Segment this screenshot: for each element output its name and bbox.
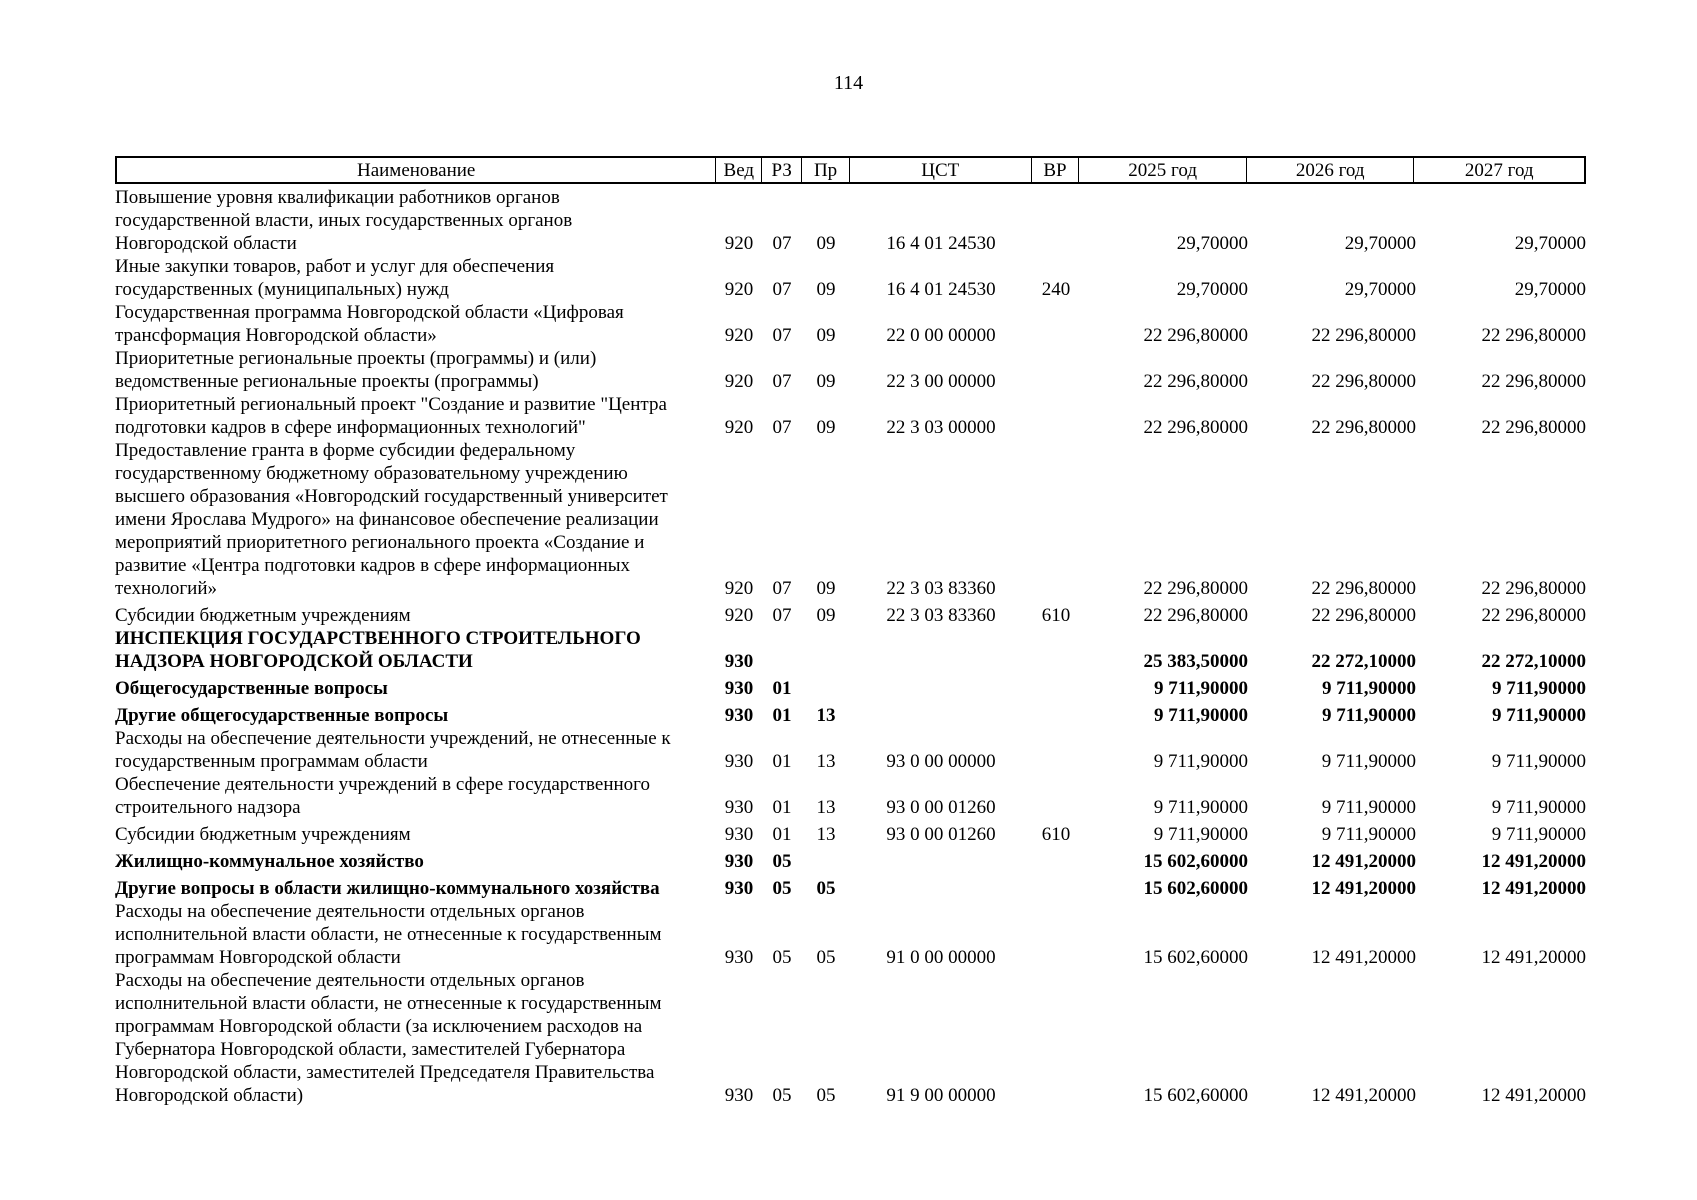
row-ved: 920 [724, 578, 754, 599]
row-year-2025: 15 602,60000 [1143, 1085, 1248, 1106]
row-name [115, 900, 716, 969]
row-year-2027: 9 711,90000 [1492, 678, 1586, 699]
row-year-2025: 9 711,90000 [1154, 678, 1248, 699]
table-row [115, 773, 1586, 819]
row-year-2027: 22 296,80000 [1481, 417, 1586, 438]
table-row [115, 877, 1586, 900]
header-rz: РЗ [762, 158, 802, 182]
row-year-2025: 22 296,80000 [1143, 325, 1248, 346]
row-name [115, 627, 716, 673]
row-name-line: мероприятий приоритетного регионального проекта «Создание и [115, 532, 645, 553]
row-vr: 610 [1041, 824, 1071, 845]
row-pr: 09 [816, 578, 836, 599]
row-year-2025: 9 711,90000 [1154, 705, 1248, 726]
row-year-2026: 22 296,80000 [1311, 417, 1416, 438]
table-row [115, 677, 1586, 700]
row-name-line: имени Ярослава Мудрого» на финансовое обеспечение реализации [115, 509, 659, 530]
row-rz: 05 [772, 851, 792, 872]
row-cst: 22 0 00 00000 [886, 325, 996, 346]
row-year-2025: 15 602,60000 [1143, 851, 1248, 872]
row-year-2027: 9 711,90000 [1491, 824, 1586, 845]
row-cst: 22 3 03 00000 [886, 417, 996, 438]
row-ved: 930 [724, 851, 754, 872]
row-rz: 07 [772, 417, 792, 438]
row-name [115, 347, 716, 393]
row-rz: 01 [772, 797, 792, 818]
header-2026: 2026 год [1247, 158, 1415, 182]
table-body [115, 186, 1586, 1107]
row-year-2026: 22 296,80000 [1311, 605, 1416, 626]
row-name-line: Другие общегосударственные вопросы [115, 705, 449, 726]
row-name [115, 850, 716, 873]
row-name [115, 877, 716, 900]
row-year-2025: 15 602,60000 [1143, 947, 1248, 968]
row-year-2027: 12 491,20000 [1481, 947, 1586, 968]
row-ved: 920 [724, 605, 754, 626]
row-year-2025: 22 296,80000 [1143, 605, 1248, 626]
table-row [115, 301, 1586, 347]
row-name-line: развитие «Центра подготовки кадров в сфере информационных [115, 555, 631, 576]
row-ved: 930 [724, 797, 754, 818]
row-name-line: Расходы на обеспечение деятельности отдельных органов [115, 970, 585, 991]
row-ved: 930 [724, 651, 754, 672]
table-row [115, 704, 1586, 727]
header-ved: Вед [716, 158, 762, 182]
row-year-2025: 22 296,80000 [1143, 371, 1248, 392]
row-rz: 07 [772, 371, 792, 392]
row-year-2025: 29,70000 [1176, 233, 1248, 254]
row-name [115, 773, 716, 819]
row-ved: 920 [724, 233, 754, 254]
row-ved: 930 [724, 878, 754, 899]
row-name [115, 677, 716, 700]
row-name-line: подготовки кадров в сфере информационных технологий" [115, 417, 586, 438]
row-ved: 930 [724, 751, 754, 772]
row-pr: 09 [816, 233, 836, 254]
row-name-line: Субсидии бюджетным учреждениям [115, 605, 411, 626]
row-name [115, 604, 716, 627]
row-year-2026: 9 711,90000 [1321, 797, 1416, 818]
row-pr: 09 [816, 371, 836, 392]
row-pr: 09 [816, 325, 836, 346]
table-row [115, 823, 1586, 846]
row-year-2025: 9 711,90000 [1153, 751, 1248, 772]
row-year-2027: 22 272,10000 [1481, 651, 1586, 672]
row-name-line: высшего образования «Новгородский государственный университет [115, 486, 668, 507]
row-cst: 93 0 00 01260 [886, 797, 996, 818]
row-name-line: ведомственные региональные проекты (программы) [115, 371, 539, 392]
row-year-2025: 25 383,50000 [1143, 651, 1248, 672]
row-ved: 930 [724, 947, 754, 968]
row-pr: 09 [816, 279, 836, 300]
row-year-2026: 12 491,20000 [1311, 878, 1416, 899]
row-cst: 91 0 00 00000 [886, 947, 996, 968]
row-ved: 930 [724, 824, 754, 845]
row-name-line: государственных (муниципальных) нужд [115, 279, 449, 300]
header-2025: 2025 год [1079, 158, 1247, 182]
row-name-line: государственным программам области [115, 751, 428, 772]
row-rz: 01 [772, 705, 792, 726]
row-name [115, 439, 716, 600]
row-name [115, 727, 716, 773]
row-year-2026: 29,70000 [1344, 279, 1416, 300]
row-name-line: Губернатора Новгородской области, заместителей Губернатора [115, 1039, 626, 1060]
row-year-2027: 22 296,80000 [1481, 325, 1586, 346]
row-rz: 07 [772, 605, 792, 626]
header-2027: 2027 год [1464, 160, 1534, 181]
row-name-line: НАДЗОРА НОВГОРОДСКОЙ ОБЛАСТИ [115, 651, 473, 672]
row-name-line: государственной власти, иных государственных органов [115, 210, 573, 231]
row-name-line: Предоставление гранта в форме субсидии федеральному [115, 440, 576, 461]
header-name: Наименование [117, 158, 716, 182]
header-cst: ЦСТ [850, 158, 1032, 182]
row-name [115, 823, 716, 846]
row-rz: 07 [772, 279, 792, 300]
row-rz: 07 [772, 578, 792, 599]
row-rz: 07 [772, 325, 792, 346]
row-name [115, 301, 716, 347]
row-year-2026: 9 711,90000 [1322, 705, 1416, 726]
row-name-line: Субсидии бюджетным учреждениям [115, 824, 411, 845]
row-year-2026: 12 491,20000 [1311, 851, 1416, 872]
row-name-line: программам Новгородской области [115, 947, 401, 968]
page-number: 114 [833, 72, 864, 94]
row-pr: 13 [816, 751, 836, 772]
row-year-2027: 9 711,90000 [1492, 705, 1586, 726]
row-name-line: Приоритетные региональные проекты (программы) и (или) [115, 348, 597, 369]
row-year-2025: 22 296,80000 [1143, 578, 1248, 599]
row-year-2026: 29,70000 [1344, 233, 1416, 254]
row-cst: 93 0 00 00000 [886, 751, 996, 772]
row-ved: 930 [724, 1085, 754, 1106]
table-row [115, 627, 1586, 673]
row-year-2026: 12 491,20000 [1311, 1085, 1416, 1106]
row-year-2027: 12 491,20000 [1481, 851, 1586, 872]
row-year-2025: 29,70000 [1176, 279, 1248, 300]
row-rz: 05 [772, 947, 792, 968]
row-vr: 240 [1041, 279, 1071, 300]
row-name-line: Иные закупки товаров, работ и услуг для обеспечения [115, 256, 555, 277]
row-year-2027: 12 491,20000 [1481, 878, 1586, 899]
row-name-line: государственному бюджетному образовательному учреждению [115, 463, 628, 484]
row-cst: 16 4 01 24530 [886, 233, 996, 254]
row-name [115, 255, 716, 301]
row-name [115, 704, 716, 727]
row-pr: 09 [816, 605, 836, 626]
row-year-2026: 22 296,80000 [1311, 578, 1416, 599]
row-ved: 920 [724, 325, 754, 346]
row-year-2027: 12 491,20000 [1481, 1085, 1586, 1106]
row-rz: 01 [772, 751, 792, 772]
row-year-2026: 22 272,10000 [1311, 651, 1416, 672]
table-row [115, 255, 1586, 301]
row-year-2027: 29,70000 [1514, 233, 1586, 254]
row-year-2027: 22 296,80000 [1481, 605, 1586, 626]
row-ved: 930 [724, 705, 754, 726]
row-year-2026: 9 711,90000 [1322, 678, 1416, 699]
table-row [115, 347, 1586, 393]
row-year-2026: 12 491,20000 [1311, 947, 1416, 968]
header-pr: Пр [802, 158, 850, 182]
row-name-line: Новгородской области, заместителей Председателя Правительства [115, 1062, 655, 1083]
row-year-2027: 29,70000 [1514, 279, 1586, 300]
table-header [115, 156, 1586, 184]
row-name-line: программам Новгородской области (за исключением расходов на [115, 1016, 643, 1037]
row-name-line: Приоритетный региональный проект "Создание и развитие "Центра [115, 394, 667, 415]
row-rz: 01 [772, 824, 792, 845]
row-rz: 07 [772, 233, 792, 254]
row-year-2025: 15 602,60000 [1143, 878, 1248, 899]
row-name-line: ИНСПЕКЦИЯ ГОСУДАРСТВЕННОГО СТРОИТЕЛЬНОГО [115, 628, 641, 649]
row-name-line: Обеспечение деятельности учреждений в сфере государственного [115, 774, 650, 795]
row-name-line: Государственная программа Новгородской области «Цифровая [115, 302, 624, 323]
table-row [115, 969, 1586, 1107]
row-ved: 920 [724, 417, 754, 438]
row-name-line: Новгородской области [115, 233, 297, 254]
row-name-line: Другие вопросы в области жилищно-коммунального хозяйства [115, 878, 660, 899]
row-name-line: Повышение уровня квалификации работников органов [115, 187, 560, 208]
row-pr: 13 [816, 797, 836, 818]
table-row [115, 439, 1586, 600]
row-rz: 05 [772, 878, 792, 899]
row-year-2025: 22 296,80000 [1143, 417, 1248, 438]
row-name-line: исполнительной власти области, не отнесенные к государственным [115, 993, 662, 1014]
table-row [115, 900, 1586, 969]
row-pr: 09 [816, 417, 836, 438]
row-name-line: Расходы на обеспечение деятельности учреждений, не отнесенные к [115, 728, 671, 749]
row-pr: 13 [816, 824, 836, 845]
row-name-line: строительного надзора [115, 797, 301, 818]
row-year-2025: 9 711,90000 [1153, 797, 1248, 818]
row-name-line: технологий» [115, 578, 218, 599]
row-cst: 22 3 03 83360 [886, 605, 996, 626]
table-row [115, 727, 1586, 773]
row-name-line: Жилищно-коммунальное хозяйство [115, 851, 424, 872]
row-year-2026: 22 296,80000 [1311, 325, 1416, 346]
row-year-2027: 22 296,80000 [1481, 371, 1586, 392]
table-row [115, 393, 1586, 439]
row-cst: 93 0 00 01260 [886, 824, 996, 845]
row-year-2026: 9 711,90000 [1321, 824, 1416, 845]
row-pr: 05 [816, 1085, 836, 1106]
row-cst: 91 9 00 00000 [886, 1085, 996, 1106]
header-vr: ВР [1032, 158, 1080, 182]
row-cst: 22 3 03 83360 [886, 578, 996, 599]
row-vr: 610 [1041, 605, 1071, 626]
row-rz: 01 [772, 678, 792, 699]
table-row [115, 850, 1586, 873]
row-rz: 05 [772, 1085, 792, 1106]
row-name-line: Новгородской области) [115, 1085, 304, 1106]
row-pr: 05 [816, 878, 836, 899]
row-year-2025: 9 711,90000 [1153, 824, 1248, 845]
table-row [115, 186, 1586, 255]
row-year-2027: 9 711,90000 [1491, 751, 1586, 772]
table-row [115, 604, 1586, 627]
row-ved: 920 [724, 279, 754, 300]
row-name [115, 393, 716, 439]
row-name [115, 186, 716, 255]
row-name-line: Расходы на обеспечение деятельности отдельных органов [115, 901, 585, 922]
row-year-2026: 22 296,80000 [1311, 371, 1416, 392]
row-cst: 16 4 01 24530 [886, 279, 996, 300]
row-name-line: Общегосударственные вопросы [115, 678, 388, 699]
row-pr: 05 [816, 947, 836, 968]
row-name-line: исполнительной власти области, не отнесенные к государственным [115, 924, 662, 945]
row-name-line: трансформация Новгородской области» [115, 325, 437, 346]
row-ved: 920 [724, 371, 754, 392]
row-year-2026: 9 711,90000 [1321, 751, 1416, 772]
row-year-2027: 22 296,80000 [1481, 578, 1586, 599]
row-pr: 13 [816, 705, 836, 726]
row-year-2027: 9 711,90000 [1491, 797, 1586, 818]
row-cst: 22 3 00 00000 [886, 371, 996, 392]
row-ved: 930 [724, 678, 754, 699]
row-name [115, 969, 716, 1107]
